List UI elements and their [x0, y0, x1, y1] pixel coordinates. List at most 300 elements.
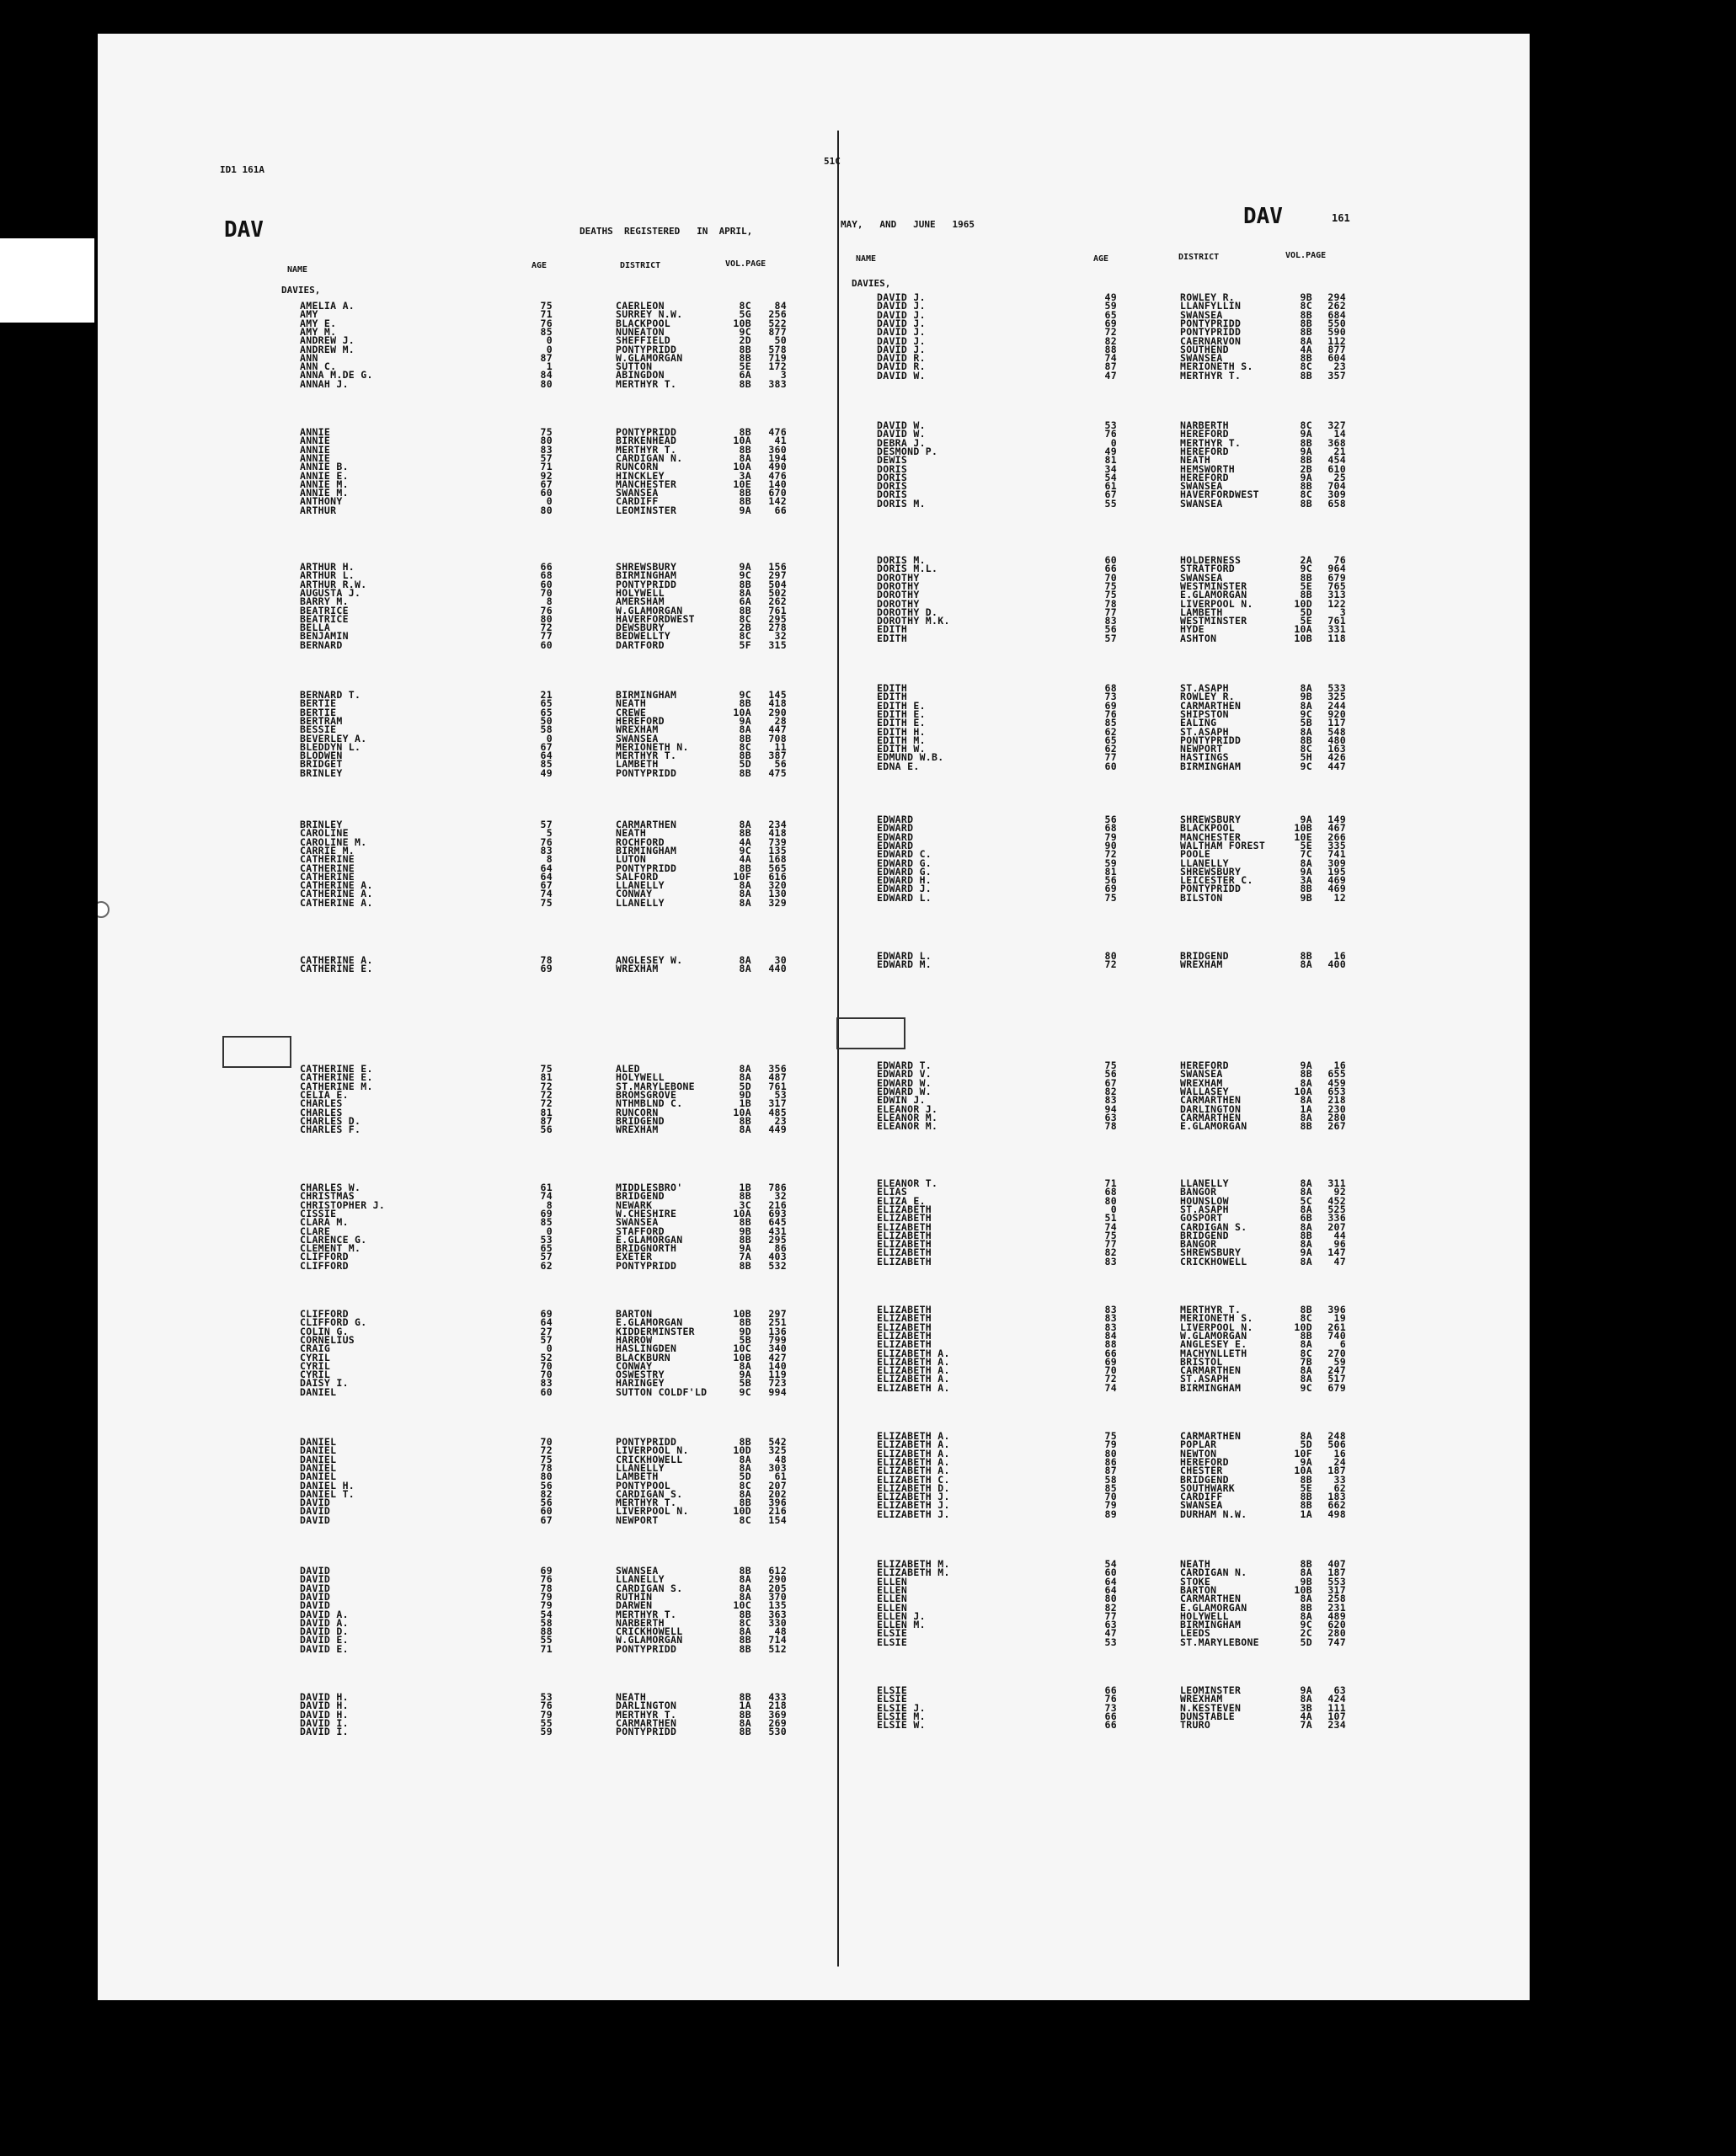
entry-forenames: COLIN G.: [300, 1325, 349, 1337]
entry-age: 83: [1104, 1094, 1117, 1107]
entry-age: 69: [540, 1308, 553, 1320]
entry-forenames: ELIZA E.: [877, 1194, 926, 1207]
entry-age: 85: [1104, 1481, 1117, 1494]
entry-age: 82: [1104, 1085, 1117, 1097]
entry-district: LAMBETH: [1180, 606, 1223, 618]
entry-volume: 1A: [1300, 1102, 1312, 1115]
entry-forenames: ELEANOR T.: [877, 1177, 938, 1189]
entry-volume: 8A: [1300, 1203, 1312, 1215]
entry-volume: 10D: [733, 1444, 751, 1457]
entry-district: WREXHAM: [616, 963, 659, 975]
entry-district: MERTHYR T.: [1180, 369, 1242, 382]
entry-volume: 7A: [1300, 1719, 1312, 1732]
entry-volume: 3A: [739, 469, 751, 482]
entry-forenames: AMY E.: [300, 317, 337, 329]
surname-prefix-left: DAV: [224, 217, 264, 243]
entry-volume: 8B: [739, 343, 751, 355]
entry-age: 60: [540, 487, 553, 499]
entry-page: 329: [768, 896, 787, 909]
entry-district: LIVERPOOL N.: [616, 1444, 689, 1457]
entry-volume: 10F: [1294, 1447, 1312, 1460]
entry-page: 761: [768, 604, 787, 616]
entry-forenames: ELIZABETH: [877, 1312, 932, 1325]
entry-volume: 5C: [1300, 1194, 1312, 1207]
entry-age: 84: [540, 369, 553, 382]
col-district-header-left: DISTRICT: [620, 261, 661, 270]
entry-volume: 8A: [1300, 1693, 1312, 1705]
entry-district: RUNCORN: [616, 461, 659, 473]
entry-district: PONTYPRIDD: [1180, 883, 1242, 895]
entry-volume: 10A: [1294, 1085, 1312, 1097]
entry-age: 81: [1104, 454, 1117, 467]
entry-district: SHREWSBURY: [1180, 814, 1242, 825]
entry-district: BARTON: [616, 1308, 653, 1320]
entry-volume: 10E: [733, 478, 751, 490]
entry-volume: 10B: [1294, 632, 1312, 644]
entry-forenames: CORNELIUS: [300, 1333, 355, 1346]
entry-district: RUNCORN: [616, 1106, 659, 1118]
entry-volume: 2B: [739, 622, 751, 634]
entry-page: 612: [768, 1565, 787, 1577]
entry-district: BIRMINGHAM: [616, 689, 677, 701]
blank-register-box-right: [836, 1017, 905, 1049]
entry-page: 431: [768, 1225, 787, 1237]
entry-district: CAERNARVON: [1180, 334, 1242, 347]
entry-forenames: ELIZABETH J.: [877, 1499, 950, 1512]
entry-forenames: ELIZABETH: [877, 1255, 932, 1267]
entry-age: 68: [1104, 822, 1117, 835]
entry-volume: 8A: [739, 1590, 751, 1603]
entry-forenames: DORIS: [877, 462, 908, 475]
entry-age: 85: [540, 758, 553, 771]
entry-forenames: BEATRICE: [300, 604, 349, 616]
entry-page: 168: [768, 853, 787, 866]
entry-page: 145: [768, 689, 787, 701]
entry-volume: 5D: [1300, 606, 1312, 618]
entry-age: 76: [1104, 1693, 1117, 1705]
entry-district: CARDIGAN N.: [1180, 1566, 1247, 1579]
entry-page: 266: [1327, 830, 1346, 843]
entry-page: 218: [1327, 1094, 1346, 1107]
entry-age: 61: [1104, 480, 1117, 493]
entry-district: LLANELLY: [1180, 1177, 1229, 1189]
entry-age: 72: [540, 622, 553, 634]
entry-volume: 9C: [739, 689, 751, 701]
entry-volume: 8A: [739, 586, 751, 599]
entry-district: LEOMINSTER: [1180, 1684, 1242, 1696]
entry-forenames: DORIS: [877, 471, 908, 483]
entry-district: LIVERPOOL N.: [1180, 597, 1253, 610]
entry-district: PONTYPRIDD: [616, 1436, 677, 1448]
entry-page: 658: [1327, 497, 1346, 510]
entry-forenames: CLIFFORD: [300, 1251, 349, 1263]
entry-district: E.GLAMORGAN: [1180, 1120, 1247, 1133]
entry-volume: 8B: [1300, 497, 1312, 510]
entry-age: 77: [540, 630, 553, 643]
entry-district: PONTYPRIDD: [616, 578, 677, 590]
entry-district: MACHYNLLETH: [1180, 1347, 1247, 1359]
entry-age: 70: [540, 1369, 553, 1381]
entry-forenames: DAVID H.: [300, 1708, 349, 1721]
entry-volume: 8B: [1300, 480, 1312, 493]
entry-district: PONTYPRIDD: [616, 426, 677, 438]
entry-page: 504: [768, 578, 787, 590]
entry-page: 604: [1327, 352, 1346, 365]
entry-page: 278: [768, 622, 787, 634]
entry-page: 475: [768, 766, 787, 779]
entry-page: 679: [1327, 571, 1346, 584]
entry-age: 81: [540, 1106, 553, 1118]
entry-age: 67: [540, 879, 553, 892]
entry-page: 205: [768, 1582, 787, 1594]
entry-age: 76: [540, 835, 553, 848]
entry-volume: 5D: [739, 1470, 751, 1483]
entry-volume: 5B: [739, 1377, 751, 1390]
entry-forenames: CLARA M.: [300, 1216, 349, 1229]
entry-volume: 10C: [733, 1599, 751, 1612]
entry-page: 407: [1327, 1558, 1346, 1570]
entry-page: 533: [1327, 682, 1346, 694]
entry-forenames: DAVID: [300, 1505, 331, 1518]
entry-volume: 8B: [1300, 436, 1312, 449]
entry-district: HAVERFORDWEST: [616, 612, 695, 625]
entry-volume: 10A: [733, 461, 751, 473]
entry-volume: 1A: [1300, 1508, 1312, 1520]
entry-district: BANGOR: [1180, 1186, 1217, 1198]
entry-age: 82: [1104, 334, 1117, 347]
entry-age: 87: [540, 1114, 553, 1127]
entry-volume: 8C: [1300, 1347, 1312, 1359]
entry-district: MERIONETH S.: [1180, 360, 1253, 373]
entry-forenames: BERNARD T.: [300, 689, 361, 701]
entry-forenames: ELSIE: [877, 1627, 908, 1640]
entry-forenames: DAVID: [300, 1497, 331, 1509]
entry-forenames: ANN C.: [300, 360, 337, 373]
entry-volume: 8A: [739, 819, 751, 830]
entry-district: CARDIGAN S.: [616, 1487, 683, 1500]
entry-district: CRICKHOWELL: [616, 1625, 683, 1638]
entry-age: 92: [540, 469, 553, 482]
entry-forenames: CLIFFORD G.: [300, 1316, 367, 1329]
entry-volume: 10B: [733, 317, 751, 329]
entry-volume: 8B: [739, 1608, 751, 1620]
entry-page: 454: [1327, 454, 1346, 467]
entry-district: CAERLEON: [616, 300, 665, 312]
entry-age: 56: [540, 1497, 553, 1509]
entry-forenames: CHRISTOPHER J.: [300, 1198, 386, 1211]
entry-district: HEREFORD: [1180, 445, 1229, 457]
entry-forenames: ANNIE: [300, 426, 331, 438]
surname-right: DAVIES,: [852, 278, 891, 289]
entry-district: SALFORD: [616, 870, 659, 883]
entry-age: 78: [540, 1582, 553, 1594]
entry-district: KIDDERMINSTER: [616, 1325, 695, 1337]
entry-volume: 8C: [739, 1513, 751, 1526]
entry-page: 684: [1327, 308, 1346, 321]
entry-district: LEEDS: [1180, 1627, 1211, 1640]
entry-district: LLANELLY: [616, 879, 665, 892]
col-volpage-header-left: VOL.PAGE: [725, 259, 767, 269]
entry-age: 54: [540, 1608, 553, 1620]
entry-volume: 9C: [1300, 707, 1312, 720]
entry-page: 469: [1327, 883, 1346, 895]
entry-district: CARMARTHEN: [1180, 699, 1242, 712]
entry-district: HYDE: [1180, 623, 1205, 636]
entry-forenames: EDITH: [877, 682, 908, 694]
entry-age: 56: [1104, 1068, 1117, 1081]
entry-volume: 8B: [739, 750, 751, 762]
entry-age: 75: [540, 426, 553, 438]
entry-volume: 9B: [1300, 891, 1312, 904]
entry-district: MERTHYR T.: [616, 443, 677, 456]
entry-forenames: BERTIE: [300, 706, 337, 718]
punch-hole: [98, 901, 110, 918]
entry-volume: 8B: [1300, 1558, 1312, 1570]
entry-forenames: DAISY I.: [300, 1377, 349, 1390]
entry-volume: 2D: [739, 334, 751, 347]
entry-page: 12: [1333, 891, 1346, 904]
entry-district: MERTHYR T.: [616, 1497, 677, 1509]
entry-forenames: DAVID: [300, 1582, 331, 1594]
entry-district: NUNEATON: [616, 325, 665, 338]
entry-volume: 3A: [1300, 874, 1312, 887]
entry-page: 311: [1327, 1177, 1346, 1189]
entry-forenames: DANIEL: [300, 1444, 337, 1457]
entry-age: 67: [1104, 488, 1117, 501]
entry-age: 64: [1104, 1583, 1117, 1596]
entry-forenames: AUGUSTA J.: [300, 586, 361, 599]
entry-age: 78: [1104, 597, 1117, 610]
entry-page: 207: [768, 1479, 787, 1492]
entry-age: 47: [1104, 369, 1117, 382]
entry-age: 74: [540, 888, 553, 900]
entry-age: 57: [1104, 632, 1117, 644]
entry-volume: 5E: [1300, 1481, 1312, 1494]
entry-page: 786: [768, 1182, 787, 1193]
entry-volume: 3B: [1300, 1701, 1312, 1714]
entry-forenames: CHARLES: [300, 1097, 343, 1110]
entry-district: LEICESTER C.: [1180, 874, 1253, 887]
entry-age: 49: [1104, 445, 1117, 457]
entry-forenames: DESMOND P.: [877, 445, 938, 457]
entry-forenames: ANTHONY: [300, 495, 343, 508]
entry-age: 50: [540, 714, 553, 727]
entry-page: 670: [768, 487, 787, 499]
entry-forenames: ELIZABETH A.: [877, 1465, 950, 1477]
entry-district: E.GLAMORGAN: [1180, 589, 1247, 601]
entry-volume: 8B: [739, 1316, 751, 1329]
entry-forenames: EDWARD L.: [877, 891, 932, 904]
entry-age: 61: [540, 1182, 553, 1193]
entry-volume: 8A: [739, 1487, 751, 1500]
entry-age: 69: [540, 1565, 553, 1577]
entry-forenames: DAVID H.: [300, 1700, 349, 1712]
entry-forenames: EDITH E.: [877, 717, 926, 729]
entry-district: SHREWSBURY: [1180, 865, 1242, 878]
entry-volume: 8B: [1300, 326, 1312, 339]
entry-forenames: DEWIS: [877, 454, 908, 467]
entry-forenames: CISSIE: [300, 1207, 337, 1219]
entry-district: CONWAY: [616, 1359, 653, 1372]
entry-age: 78: [1104, 1120, 1117, 1133]
entry-page: 330: [768, 1616, 787, 1629]
entry-page: 32: [774, 1190, 787, 1203]
entry-forenames: EDWARD M.: [877, 958, 932, 971]
entry-page: 154: [768, 1513, 787, 1526]
entry-district: SHREWSBURY: [616, 561, 677, 573]
entry-district: LLANELLY: [1180, 857, 1229, 869]
entry-page: 396: [1327, 1304, 1346, 1315]
entry-age: 75: [540, 896, 553, 909]
entry-age: 79: [540, 1708, 553, 1721]
entry-forenames: CAROLINE: [300, 827, 349, 840]
entry-forenames: ELIZABETH D.: [877, 1481, 950, 1494]
entry-age: 80: [540, 504, 553, 516]
entry-age: 88: [1104, 343, 1117, 355]
entry-volume: 8B: [1300, 1120, 1312, 1133]
entry-age: 8: [546, 853, 553, 866]
entry-district: LAMBETH: [616, 1470, 659, 1483]
entry-forenames: ELLEN: [877, 1583, 908, 1596]
entry-district: CARMARTHEN: [1180, 1111, 1242, 1123]
entry-district: MERTHYR T.: [1180, 436, 1242, 449]
entry-forenames: ELIZABETH M.: [877, 1566, 950, 1579]
entry-district: HOLYWELL: [1180, 1609, 1229, 1622]
entry-district: LLANFYLLIN: [1180, 300, 1242, 312]
entry-forenames: ELSIE J.: [877, 1701, 926, 1714]
entry-page: 195: [1327, 865, 1346, 878]
entry-page: 117: [1327, 717, 1346, 729]
entry-page: 6: [1339, 1338, 1346, 1351]
entry-district: NEATH: [616, 827, 647, 840]
entry-forenames: DOROTHY: [877, 579, 920, 592]
entry-volume: 5B: [739, 1333, 751, 1346]
entry-age: 21: [540, 689, 553, 701]
entry-volume: 9A: [1300, 471, 1312, 483]
entry-age: 76: [1104, 707, 1117, 720]
entry-age: 5: [546, 827, 553, 840]
entry-age: 60: [540, 1385, 553, 1398]
entry-page: 490: [768, 461, 787, 473]
entry-page: 799: [768, 1333, 787, 1346]
entry-page: 356: [768, 1063, 787, 1075]
entry-forenames: ELEANOR M.: [877, 1111, 938, 1123]
entry-forenames: CATHERINE E.: [300, 1063, 373, 1075]
entry-age: 72: [1104, 326, 1117, 339]
entry-district: CARMARTHEN: [1180, 1364, 1242, 1377]
entry-forenames: DAVID W.: [877, 428, 926, 440]
entry-forenames: ELIAS: [877, 1186, 908, 1198]
entry-district: MANCHESTER: [1180, 830, 1242, 843]
entry-district: STOKE: [1180, 1575, 1211, 1588]
entry-district: CREWE: [616, 706, 647, 718]
entry-volume: 8B: [739, 1634, 751, 1646]
entry-age: 83: [1104, 1312, 1117, 1325]
entry-forenames: ELLEN J.: [877, 1609, 926, 1622]
entry-age: 72: [1104, 848, 1117, 861]
entry-volume: 8B: [1300, 1068, 1312, 1081]
entry-age: 67: [540, 478, 553, 490]
entry-age: 77: [1104, 1609, 1117, 1622]
entry-forenames: EDITH: [877, 623, 908, 636]
entry-page: 662: [1327, 1499, 1346, 1512]
entry-district: MERIONETH S.: [1180, 1312, 1253, 1325]
entry-age: 47: [1104, 1627, 1117, 1640]
entry-volume: 9B: [1300, 691, 1312, 703]
entry-page: 747: [1327, 1636, 1346, 1648]
entry-district: OSWESTRY: [616, 1369, 665, 1381]
entry-page: 363: [768, 1608, 787, 1620]
entry-page: 590: [1327, 326, 1346, 339]
entry-district: NEATH: [616, 1691, 647, 1703]
entry-age: 60: [540, 1505, 553, 1518]
entry-age: 75: [540, 1453, 553, 1465]
entry-page: 964: [1327, 563, 1346, 575]
entry-age: 67: [540, 1513, 553, 1526]
entry-volume: 6A: [739, 369, 751, 382]
entry-page: 645: [768, 1216, 787, 1229]
entry-district: SUTTON: [616, 360, 653, 373]
entry-page: 418: [768, 697, 787, 710]
entry-district: PONTYPRIDD: [616, 1642, 677, 1655]
entry-age: 64: [1104, 1575, 1117, 1588]
entry-page: 467: [1327, 822, 1346, 835]
entry-volume: 5D: [739, 1080, 751, 1092]
entry-volume: 10B: [733, 1308, 751, 1320]
entry-volume: 9B: [739, 1225, 751, 1237]
entry-forenames: CHARLES W.: [300, 1182, 361, 1193]
entry-forenames: DAVID D.: [300, 1625, 349, 1638]
entry-age: 90: [1104, 839, 1117, 851]
entry-forenames: ANNIE: [300, 451, 331, 464]
entry-district: WREXHAM: [1180, 1076, 1223, 1089]
col-age-header-right: AGE: [1093, 254, 1109, 264]
entry-volume: 8A: [1300, 1430, 1312, 1442]
entry-forenames: CLARENCE G.: [300, 1233, 367, 1246]
entry-volume: 8C: [739, 740, 751, 753]
entry-district: BIRMINGHAM: [1180, 760, 1242, 772]
entry-age: 80: [540, 612, 553, 625]
entry-page: 620: [1327, 1619, 1346, 1631]
entry-page: 16: [1333, 950, 1346, 962]
entry-district: BRISTOL: [1180, 1355, 1223, 1368]
entry-forenames: EDITH W.: [877, 743, 926, 755]
entry-forenames: ELSIE: [877, 1693, 908, 1705]
entry-age: 69: [540, 1207, 553, 1219]
entry-district: TRURO: [1180, 1719, 1211, 1732]
entry-district: DARLINGTON: [616, 1700, 677, 1712]
entry-page: 765: [1327, 579, 1346, 592]
entry-page: 877: [1327, 343, 1346, 355]
entry-age: 69: [1104, 1355, 1117, 1368]
entry-forenames: DORIS M.: [877, 497, 926, 510]
entry-page: 295: [768, 1233, 787, 1246]
entry-page: 489: [1327, 1609, 1346, 1622]
entry-age: 72: [540, 1444, 553, 1457]
entry-volume: 9A: [1300, 1246, 1312, 1259]
entry-forenames: ANN: [300, 351, 318, 364]
entry-volume: 9C: [1300, 760, 1312, 772]
entry-page: 256: [768, 308, 787, 321]
entry-volume: 8B: [1300, 883, 1312, 895]
entry-page: 920: [1327, 707, 1346, 720]
entry-page: 542: [768, 1436, 787, 1448]
entry-page: 216: [768, 1505, 787, 1518]
entry-volume: 8A: [1300, 1238, 1312, 1251]
entry-volume: 10D: [1294, 1321, 1312, 1333]
entry-age: 66: [1104, 563, 1117, 575]
entry-forenames: CATHERINE M.: [300, 1080, 373, 1092]
